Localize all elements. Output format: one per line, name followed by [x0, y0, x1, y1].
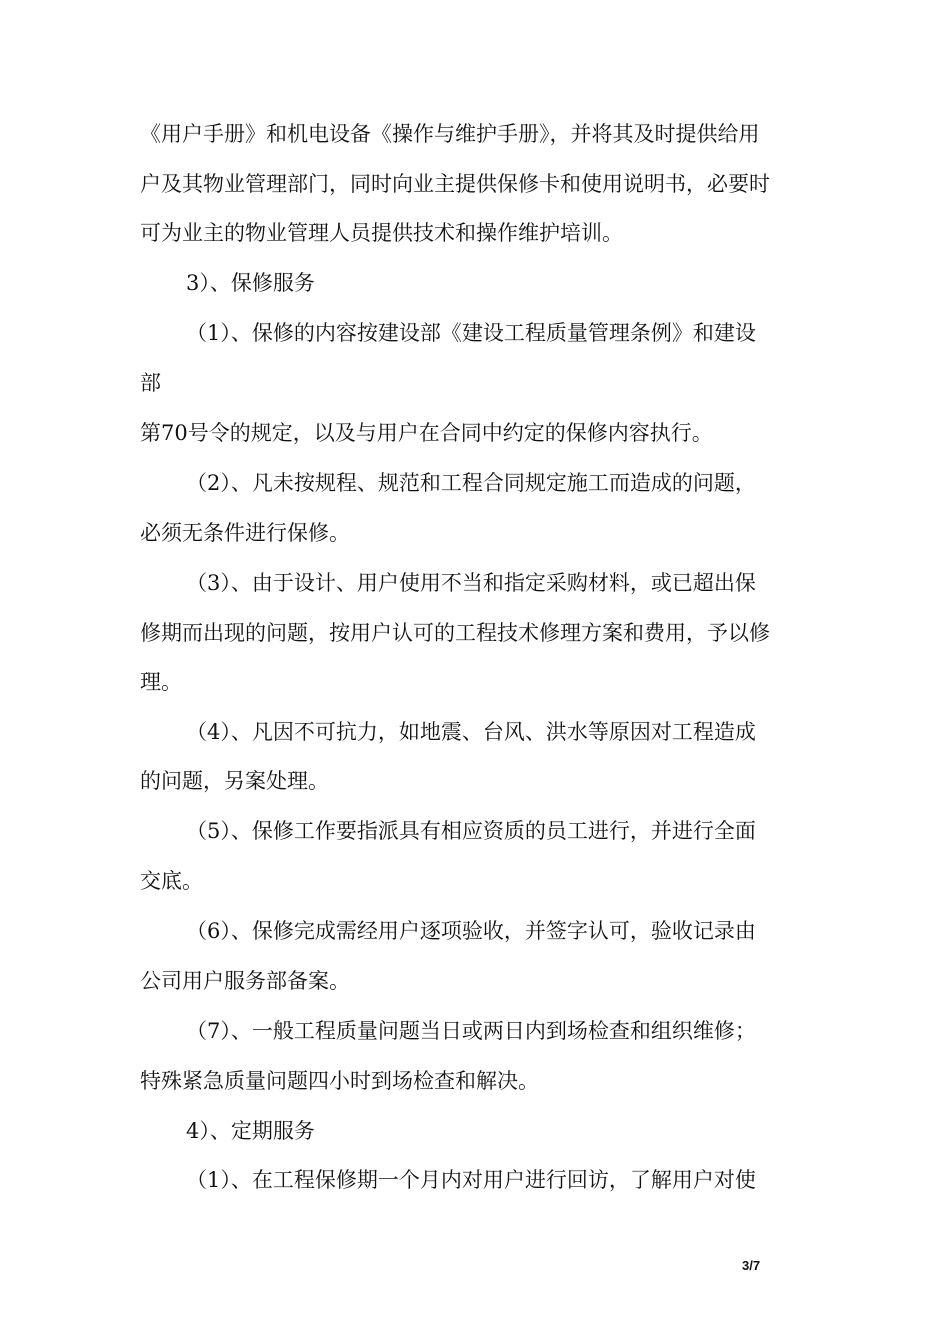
body-line: 公司用户服务部备案。: [140, 969, 350, 993]
page-number: 3/7: [742, 1258, 761, 1273]
body-line: （1）、在工程保修期一个月内对用户进行回访，了解用户对使: [186, 1168, 756, 1192]
section-heading: 4）、定期服务: [186, 1119, 315, 1143]
body-line: （1）、保修的内容按建设部《建设工程质量管理条例》和建设: [186, 321, 756, 345]
body-line: 《用户手册》和机电设备《操作与维护手册》，并将其及时提供给用: [140, 122, 760, 146]
body-line: 修期而出现的问题，按用户认可的工程技术修理方案和费用，予以修: [140, 621, 770, 645]
body-line: （6）、保修完成需经用户逐项验收，并签字认可，验收记录由: [186, 919, 756, 943]
section-heading: 3）、保修服务: [186, 271, 315, 295]
body-line: 理。: [140, 670, 182, 694]
body-line: 可为业主的物业管理人员提供技术和操作维护培训。: [140, 221, 623, 245]
body-line: （5）、保修工作要指派具有相应资质的员工进行，并进行全面: [186, 819, 756, 843]
body-line: 第70号令的规定，以及与用户在合同中约定的保修内容执行。: [140, 421, 713, 445]
body-line: 户及其物业管理部门，同时向业主提供保修卡和使用说明书，必要时: [140, 172, 770, 196]
body-line: 交底。: [140, 869, 203, 893]
body-line: 的问题，另案处理。: [140, 769, 329, 793]
body-line: 特殊紧急质量问题四小时到场检查和解决。: [140, 1069, 539, 1093]
body-line: 必须无条件进行保修。: [140, 521, 350, 545]
body-line: （7）、一般工程质量问题当日或两日内到场检查和组织维修；: [186, 1019, 756, 1043]
body-line: 部: [140, 371, 161, 395]
body-line: （2）、凡未按规程、规范和工程合同规定施工而造成的问题，: [186, 471, 756, 495]
body-line: （4）、凡因不可抗力，如地震、台风、洪水等原因对工程造成: [186, 720, 756, 744]
body-line: （3）、由于设计、用户使用不当和指定采购材料，或已超出保: [186, 571, 756, 595]
